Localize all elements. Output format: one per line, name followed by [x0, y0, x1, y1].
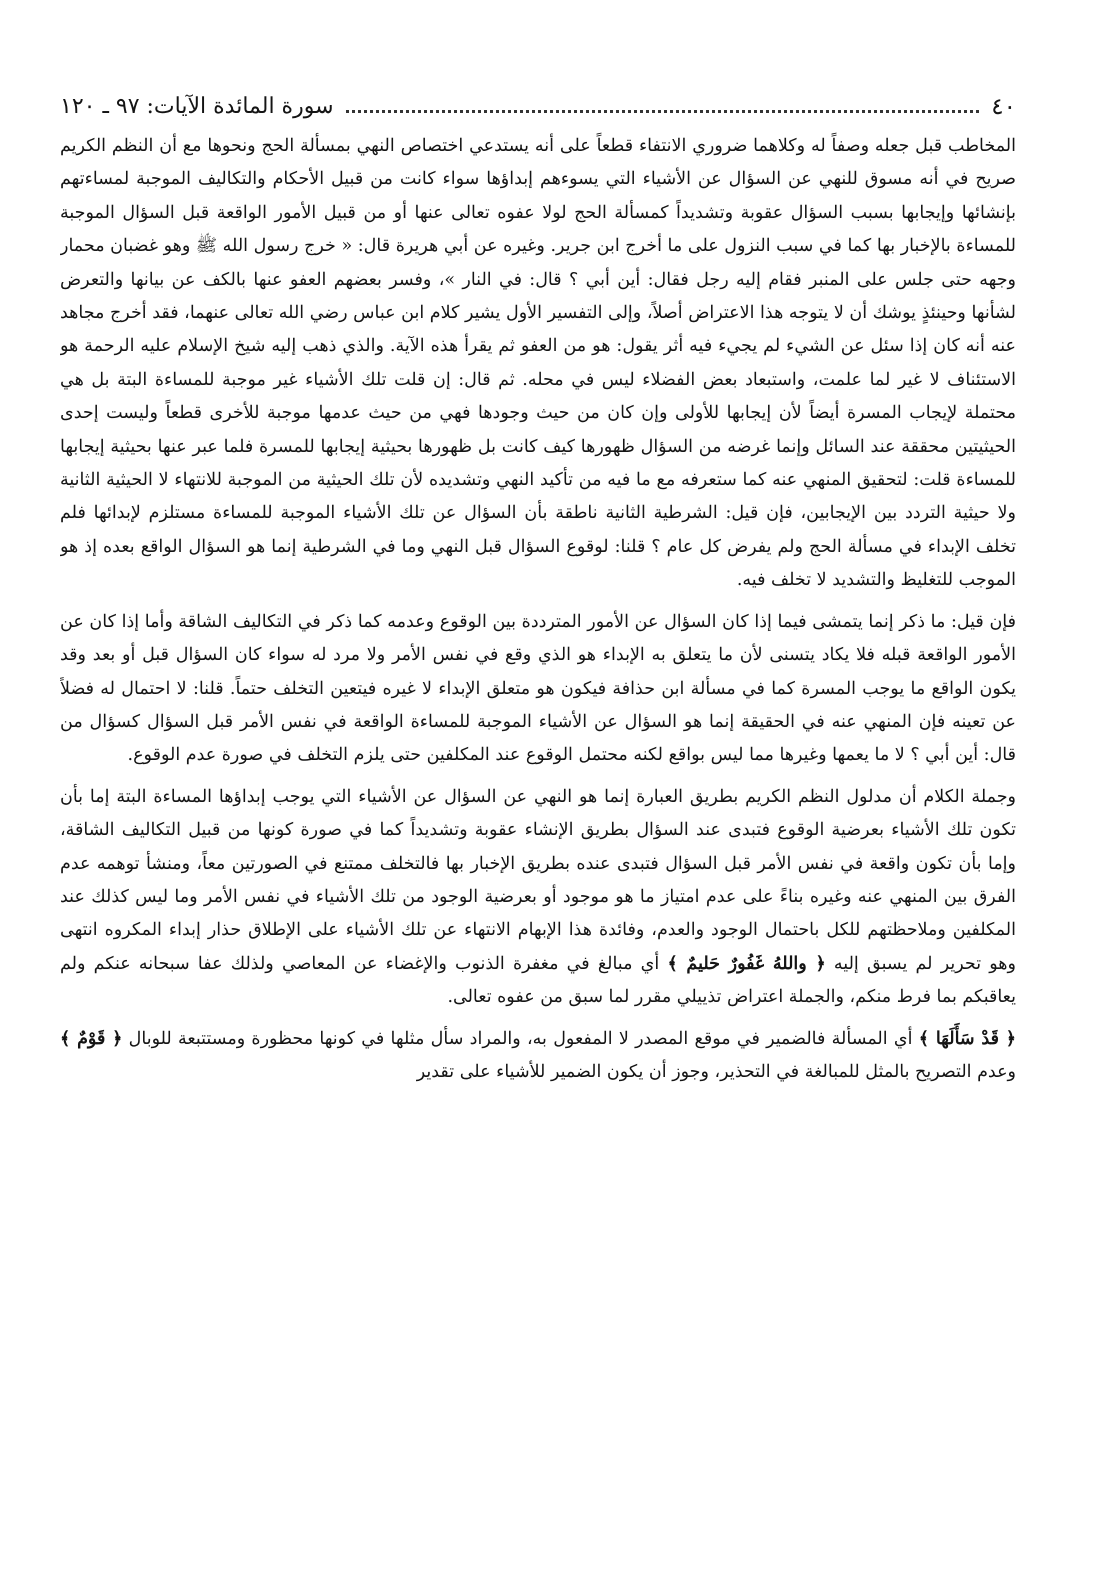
running-title: سورة المائدة الآيات: ٩٧ ـ ١٢٠: [60, 94, 334, 119]
paragraph-1-text: المخاطب قبل جعله وصفاً له وكلاهما ضروري الانتفاء قطعاً على أنه يستدعي اختصاص النهي بمسألة الحج ونحوها مع أن النظم الكريم صريح في أنه مسوق للنهي عن السؤال عن الأشياء التي يسوءهم إبداؤها سواء كانت من قبيل الأحكام والتكاليف الموجبة لمساءتهم بإنشائها وإيجابها بسبب السؤال عقوبة وتشديداً كمسألة الحج لولا عفوه تعالى عنها أو من قبيل الأمور الواقعة قبل السؤال الموجبة للمساءة بالإخبار بها كما في سبب النزول على ما أخرج ابن جرير. وغيره عن أبي هريرة قال: « خرج رسول الله ﷺ وهو غضبان محمار وجهه حتى جلس على المنبر فقام إليه رجل فقال: أين أبي ؟ قال: في النار »، وفسر بعضهم العفو عنها بالكف عن بيانها والتعرض لشأنها وحينئذٍ يوشك أن لا يتوجه هذا الاعتراض أصلاً، وإلى التفسير الأول يشير كلام ابن عباس رضي الله تعالى عنهما، فقد أخرج مجاهد عنه أنه كان إذا سئل عن الشيء لم يجيء فيه أثر يقول: هو من العفو ثم يقرأ هذه الآية. والذي ذهب إليه شيخ الإسلام عليه الرحمة هو الاستئناف لا غير لما علمت، واستبعاد بعض الفضلاء ليس في محله. ثم قال: إن قلت تلك الأشياء غير موجبة للمساءة البتة بل هي محتملة لإيجاب المسرة أيضاً لأن إيجابها للأولى وإن كان من حيث وجودها فهي من حيث عدمها موجبة للأخرى قطعاً وليست إحدى الحيثيتين محققة عند السائل وإنما غرضه من السؤال ظهورها كيف كانت بل ظهورها بحيثية إيجابها للمسرة فلما عبر عنها بحيثية إيجابها للمساءة قلت: لتحقيق المنهي عنه كما ستعرفه مع ما فيه من تأكيد النهي وتشديده لأن تلك الحيثية من الموجبة للانتهاء لا الحيثية الثانية ولا حيثية التردد بين الإيجابين، فإن قيل: الشرطية الثانية ناطقة بأن السؤال عن تلك الأشياء الموجبة للمساءة مستلزم لإبدائها فلم تخلف الإبداء في مسألة الحج ولم يفرض كل عام ؟ قلنا: لوقوع السؤال قبل النهي وما في الشرطية إنما هو السؤال الواقع بعده إذ هو الموجب للتغليظ والتشديد لا تخلف فيه.: [60, 136, 1016, 591]
page-header: [60, 78, 1016, 122]
document-page: [60, 78, 1016, 1558]
quran-verse: ﴿ واللهُ غَفُورٌ حَليمٌ ﴾: [667, 953, 826, 974]
quran-verse-2: ﴿ قَوْمٌ ﴾: [60, 1028, 123, 1049]
page-number: ٤٠: [991, 94, 1016, 120]
paragraph-1: [60, 130, 1016, 598]
paragraph-3-text-after: أي مبالغ في مغفرة الذنوب والإغضاء عن المعاصي ولذلك عفا سبحانه عنكم ولم يعاقبكم بما فرط منكم، والجملة اعتراض تذييلي مقرر لما سبق من عفوه تعالى.: [60, 953, 1016, 1008]
paragraph-4-text: أي المسألة فالضمير في موقع المصدر لا المفعول به، والمراد سأل مثلها في كونها محظورة ومستتبعة للوبال: [128, 1028, 913, 1049]
paragraph-4-text-after: وعدم التصريح بالمثل للمبالغة في التحذير، وجوز أن يكون الضمير للأشياء على تقدير: [416, 1061, 1016, 1082]
paragraph-4: [60, 1023, 1016, 1090]
page-body: [60, 130, 1016, 1089]
paragraph-2-text: فإن قيل: ما ذكر إنما يتمشى فيما إذا كان السؤال عن الأمور المترددة بين الوقوع وعدمه كما ذكر في التكاليف الشاقة وأما إذا كان عن الأمور الواقعة قبله فلا يكاد يتسنى لأن ما يتعلق به الإبداء هو الذي وقع في نفس الأمر ولا مرد له سواء كان السؤال قبل أو بعد وقد يكون الواقع ما يوجب المسرة كما في مسألة ابن حذافة فيكون هو متعلق الإبداء لا غيره فيتعين التخلف حتماً. قلنا: لا احتمال له فضلاً عن تعينه فإن المنهي عنه في الحقيقة إنما هو السؤال عن الأشياء الموجبة للمساءة الواقعة في نفس الأمر قبل السؤال كسؤال من قال: أين أبي ؟ لا ما يعمها وغيرها مما ليس بواقع لكنه محتمل الوقوع عند المكلفين حتى يلزم التخلف في صورة عدم الوقوع.: [60, 611, 1016, 766]
paragraph-2: [60, 606, 1016, 773]
paragraph-3: [60, 781, 1016, 1015]
quran-verse: ﴿ قَدْ سَأَلَهَا ﴾: [918, 1028, 1016, 1049]
paragraph-3-text: وجملة الكلام أن مدلول النظم الكريم بطريق العبارة إنما هو النهي عن السؤال عن الأشياء التي يوجب إبداؤها المساءة البتة إما بأن تكون تلك الأشياء بعرضية الوقوع فتبدى عند السؤال بطريق الإنشاء عقوبة وتشديداً كما في صورة كونها من قبيل التكاليف الشاقة، وإما بأن تكون واقعة في نفس الأمر قبل السؤال فتبدى عنده بطريق الإخبار بها فالتخلف ممتنع في الصورتين معاً، ومنشأ توهمه عدم الفرق بين المنهي عنه وغيره بناءً على عدم امتياز ما هو موجود أو بعرضية الوجود من تلك الأشياء في نفس الأمر وما ليس كذلك عند المكلفين وملاحظتهم للكل باحتمال الوجود والعدم، وفائدة هذا الإبهام الانتهاء عن تلك الأشياء على الإطلاق حذار إبداء المكروه انتهى وهو تحرير لم يسبق إليه: [60, 786, 1016, 974]
header-dotted-leader: [346, 110, 980, 113]
